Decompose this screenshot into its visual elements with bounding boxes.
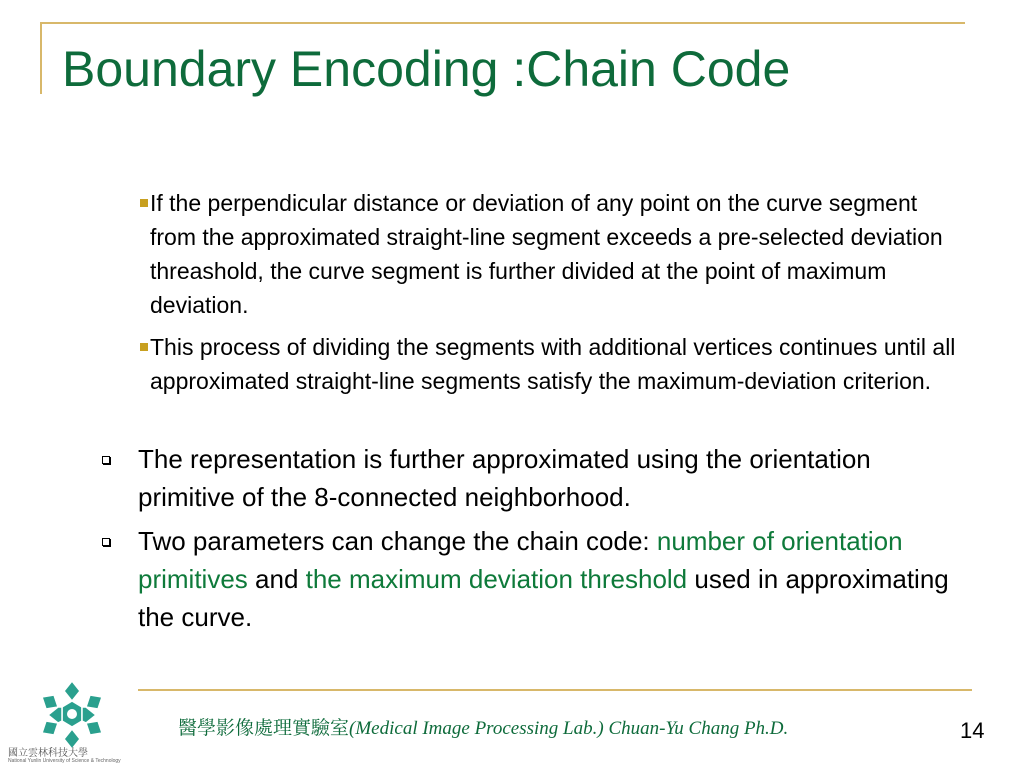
- sub-bullet-text: If the perpendicular distance or deviation of any point on the curve segment from the approximated straight-line segment exceeds a pre-selected deviation threashold, the curve segment is further divided at the point of maximum deviation.: [150, 190, 943, 318]
- hollow-square-bullet-icon: [102, 456, 110, 464]
- main-bullet-item-2: [138, 522, 968, 636]
- sub-bullet-text: This process of dividing the segments with additional vertices continues until all approximated straight-line segments satisfy the maximum-deviation criterion.: [150, 334, 956, 394]
- university-logo-icon: [34, 677, 110, 753]
- highlight-orientation-primitives: number of orientation primitives: [138, 526, 903, 594]
- main-bullet-suffix: used in approximating the curve.: [138, 564, 949, 632]
- frame-left-line: [40, 22, 42, 94]
- main-bullet-item-1: [138, 440, 968, 516]
- footer-lab-cjk: 醫學影像處理實驗室: [178, 717, 350, 739]
- main-bullet-text: The representation is further approximated using the orientation primitive of the 8-connected neighborhood.: [138, 444, 871, 512]
- footer-divider: [138, 689, 972, 691]
- main-bullet-mid: and: [247, 564, 306, 594]
- main-bullet-prefix: Two parameters can change the chain code:: [138, 526, 657, 556]
- highlight-max-deviation-threshold: the maximum deviation threshold: [305, 564, 688, 594]
- university-name: 國立雲林科技大學: [8, 748, 88, 759]
- frame-top-line: [40, 22, 965, 24]
- page-number: 14: [960, 718, 985, 743]
- footer-lab-en: (Medical Image Processing Lab.) Chuan-Yu Chang Ph.D.: [349, 718, 789, 739]
- square-bullet-icon: [140, 343, 148, 351]
- slide-title: Boundary Encoding :Chain Code: [62, 41, 791, 97]
- footer-lab-credit: [178, 713, 788, 740]
- hollow-square-bullet-icon: [102, 538, 110, 546]
- sub-bullet-item-1: [150, 186, 960, 322]
- university-name-en: National Yunlin University of Science & Technology: [8, 758, 121, 764]
- sub-bullet-item-2: [150, 330, 960, 398]
- square-bullet-icon: [140, 199, 148, 207]
